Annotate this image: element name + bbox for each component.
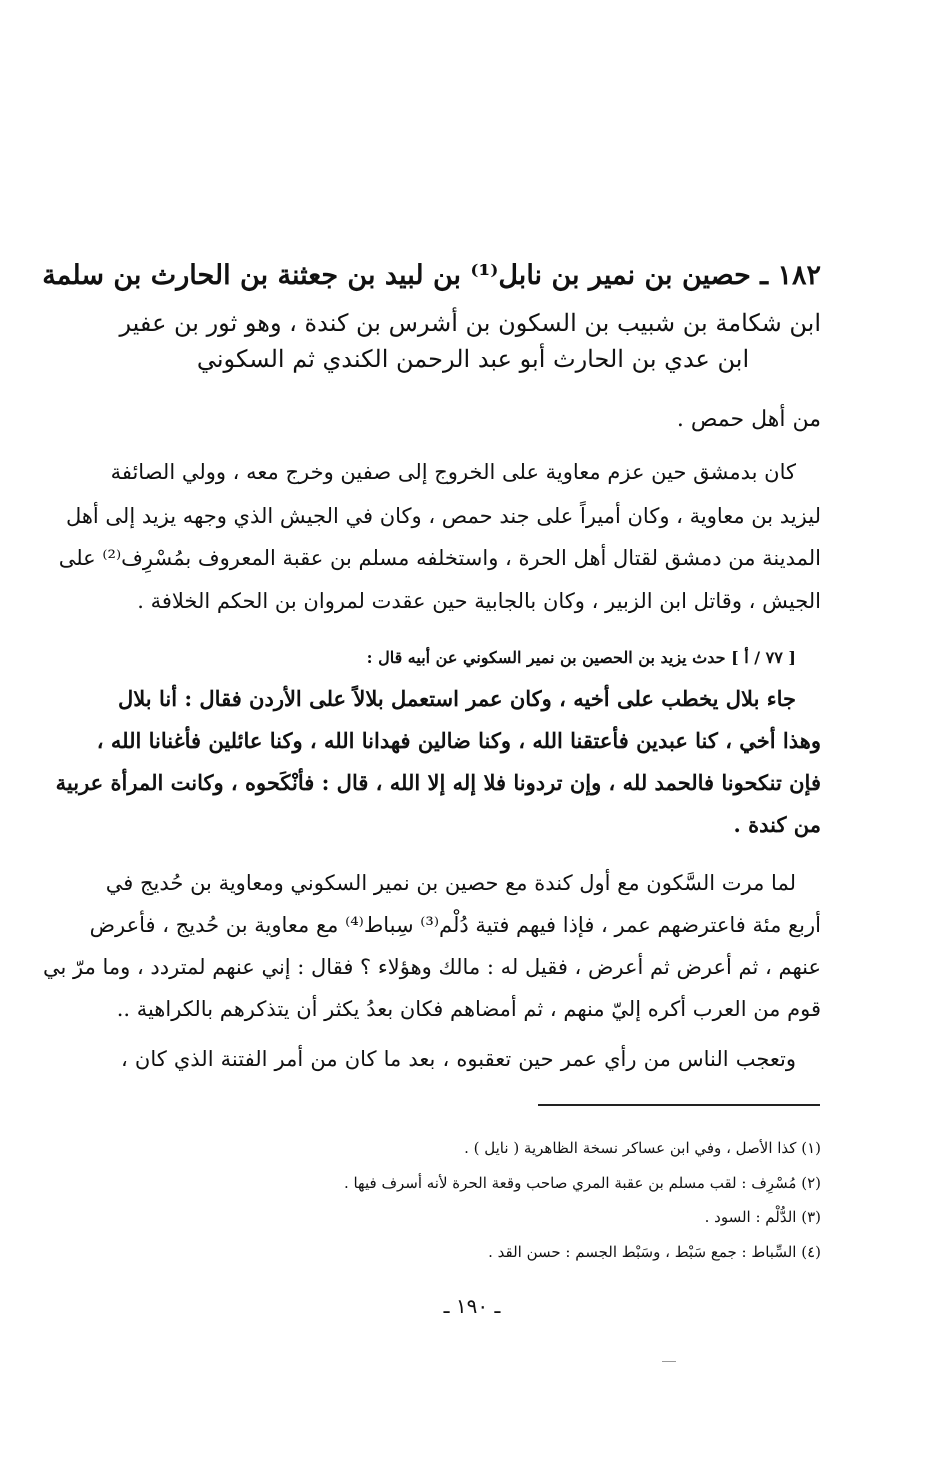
footnote-divider xyxy=(538,1104,820,1106)
entry-lineage-line-1: ابن شكامة بن شبيب بن السكون بن أشرس بن كندة ، وهو ثور بن عفير xyxy=(119,309,821,337)
page-number: ـ ١٩٠ ـ xyxy=(443,1294,501,1318)
paragraph-line: وهذا أخي ، كنا عبدين فأعتقنا الله ، وكنا ضالين فهدانا الله ، وكنا عائلين فأغنانا الله ، xyxy=(96,728,821,753)
entry-lineage-line-2: ابن عدي بن الحارث أبو عبد الرحمن الكندي ثم السكوني xyxy=(196,345,750,373)
footnote-2: (٢) مُسْرِف : لقب مسلم بن عقبة المري صاحب وقعة الحرة لأنه أسرف فيها . xyxy=(343,1174,821,1192)
isnad-line: [ ٧٧ / أ ] حدث يزيد بن الحصين بن نمير السكوني عن أبيه قال : xyxy=(366,648,796,667)
paragraph-line: أربع مئة فاعترضهم عمر ، فإذا فيهم فتية دُلْم⁽³⁾ سِباط⁽⁴⁾ مع معاوية بن حُديج ، فأعرض xyxy=(89,913,821,937)
paragraph-line: جاء بلال يخطب على أخيه ، وكان عمر استعمل بلالاً على الأردن فقال : أنا بلال xyxy=(118,686,796,711)
entry-origin: من أهل حمص . xyxy=(676,407,821,432)
paragraph-line: المدينة من دمشق لقتال أهل الحرة ، واستخلفه مسلم بن عقبة المعروف بمُسْرِف⁽²⁾ على xyxy=(58,546,821,570)
paragraph-line: ليزيد بن معاوية ، وكان أميراً على جند حمص ، وكان في الجيش الذي وجهه يزيد إلى أهل xyxy=(65,504,821,528)
paragraph-line: لما مرت السَّكون مع أول كندة مع حصين بن نمير السكوني ومعاوية بن حُديج في xyxy=(105,871,796,895)
entry-title: ١٨٢ ـ حصين بن نمير بن نابل⁽¹⁾ بن لبيد بن جعثنة بن الحارث بن سلمة xyxy=(42,260,821,291)
paragraph-4-line: وتعجب الناس من رأي عمر حين تعقبوه ، بعد ما كان من أمر الفتنة الذي كان ، xyxy=(121,1047,796,1071)
paragraph-line: فإن تنكحونا فالحمد لله ، وإن تردونا فلا إله إلا الله ، قال : فأنْكَحوه ، وكانت المرأة عربية xyxy=(55,770,821,795)
scan-mark xyxy=(662,1361,676,1362)
paragraph-line: قوم من العرب أكره إليّ منهم ، ثم أمضاهم فكان بعدُ يكثر أن يتذكرهم بالكراهية .. xyxy=(116,997,821,1021)
footnote-3: (٣) الدُّلْم : السود . xyxy=(704,1208,821,1226)
paragraph-line: الجيش ، وقاتل ابن الزبير ، وكان بالجابية حين عقدت لمروان بن الحكم الخلافة . xyxy=(137,589,821,613)
paragraph-line: كان بدمشق حين عزم معاوية على الخروج إلى صفين وخرج معه ، وولي الصائفة xyxy=(110,460,796,484)
footnote-4: (٤) السِّباط : جمع سَبْط ، وسَبْط الجسم : حسن القد . xyxy=(488,1243,821,1261)
paragraph-line: عنهم ، ثم أعرض ثم أعرض ، فقيل له : مالك وهؤلاء ؟ فقال : إني عنهم لمتردد ، وما مرّ بي xyxy=(42,955,821,979)
paragraph-line: من كندة . xyxy=(733,812,821,837)
footnote-1: (١) كذا الأصل ، وفي ابن عساكر نسخة الظاهرية ( نايل ) . xyxy=(464,1139,821,1157)
